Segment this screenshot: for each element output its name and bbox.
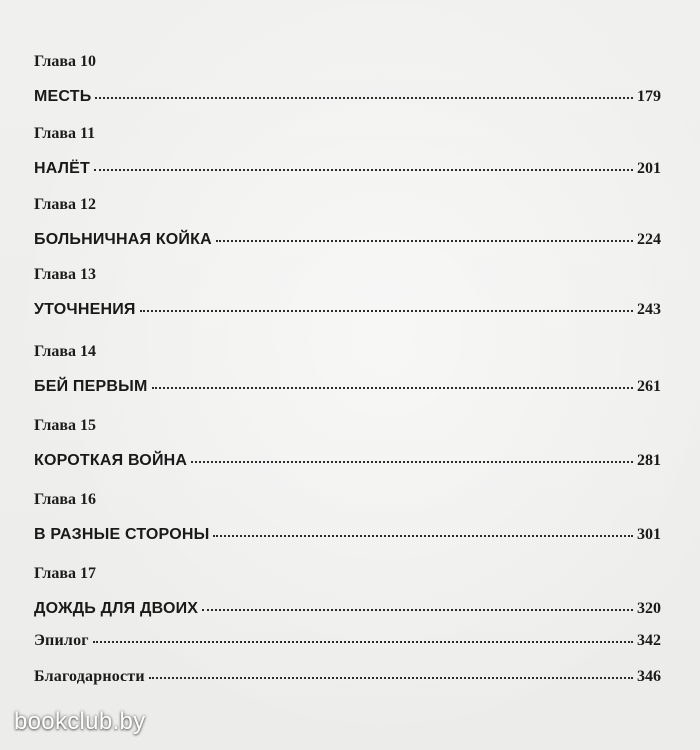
toc-entry-chapter-15 <box>34 416 661 472</box>
page-number: 320 <box>637 600 661 617</box>
page-number: 261 <box>637 378 661 395</box>
toc-entry-chapter-17 <box>34 564 661 620</box>
chapter-label: Глава 13 <box>34 266 96 283</box>
toc-entry-acknowledgements <box>34 652 661 688</box>
chapter-title: БЕЙ ПЕРВЫМ <box>34 378 148 395</box>
chapter-label: Глава 16 <box>34 491 96 508</box>
toc-line[interactable] <box>34 630 661 652</box>
toc-line[interactable] <box>34 450 661 472</box>
dot-leader <box>152 387 633 389</box>
toc-entry-chapter-16 <box>34 490 661 546</box>
watermark: bookclub.by <box>14 708 146 735</box>
toc-line[interactable] <box>34 524 661 546</box>
dot-leader <box>95 97 633 99</box>
toc-entry-chapter-13 <box>34 265 661 321</box>
toc-line[interactable] <box>34 86 661 108</box>
toc-entry-chapter-12 <box>34 195 661 251</box>
toc-entry-chapter-10 <box>34 52 661 108</box>
dot-leader <box>93 641 633 643</box>
toc-entry-chapter-14 <box>34 342 661 398</box>
toc-line[interactable] <box>34 158 661 180</box>
chapter-title: БОЛЬНИЧНАЯ КОЙКА <box>34 231 212 248</box>
toc-line[interactable] <box>34 229 661 251</box>
section-title: Эпилог <box>34 632 89 649</box>
chapter-title: КОРОТКАЯ ВОЙНА <box>34 452 188 469</box>
chapter-title: ДОЖДЬ ДЛЯ ДВОИХ <box>34 600 199 617</box>
chapter-label: Глава 10 <box>34 53 96 70</box>
chapter-title: В РАЗНЫЕ СТОРОНЫ <box>34 526 210 543</box>
dot-leader <box>140 310 633 312</box>
dot-leader <box>216 240 633 242</box>
chapter-label: Глава 17 <box>34 565 96 582</box>
toc-line[interactable] <box>34 376 661 398</box>
page-number: 224 <box>637 231 661 248</box>
dot-leader <box>213 535 633 537</box>
toc-entry-chapter-11 <box>34 124 661 180</box>
page-number: 243 <box>637 301 661 318</box>
chapter-label: Глава 15 <box>34 417 96 434</box>
page-number: 179 <box>637 88 661 105</box>
chapter-label: Глава 14 <box>34 343 96 360</box>
page-number: 346 <box>637 668 661 685</box>
section-title: Благодарности <box>34 668 145 685</box>
toc-line[interactable] <box>34 299 661 321</box>
chapter-title: МЕСТЬ <box>34 88 92 105</box>
dot-leader <box>94 169 633 171</box>
dot-leader <box>191 461 633 463</box>
chapter-label: Глава 12 <box>34 196 96 213</box>
chapter-title: УТОЧНЕНИЯ <box>34 301 136 318</box>
page-number: 342 <box>637 632 661 649</box>
page-number: 201 <box>637 160 661 177</box>
toc-entry-epilogue <box>34 616 661 652</box>
chapter-title: НАЛЁТ <box>34 160 91 177</box>
dot-leader <box>149 677 633 679</box>
chapter-label: Глава 11 <box>34 125 96 142</box>
toc-line[interactable] <box>34 666 661 688</box>
page-number: 301 <box>637 526 661 543</box>
dot-leader <box>202 609 633 611</box>
page-number: 281 <box>637 452 661 469</box>
